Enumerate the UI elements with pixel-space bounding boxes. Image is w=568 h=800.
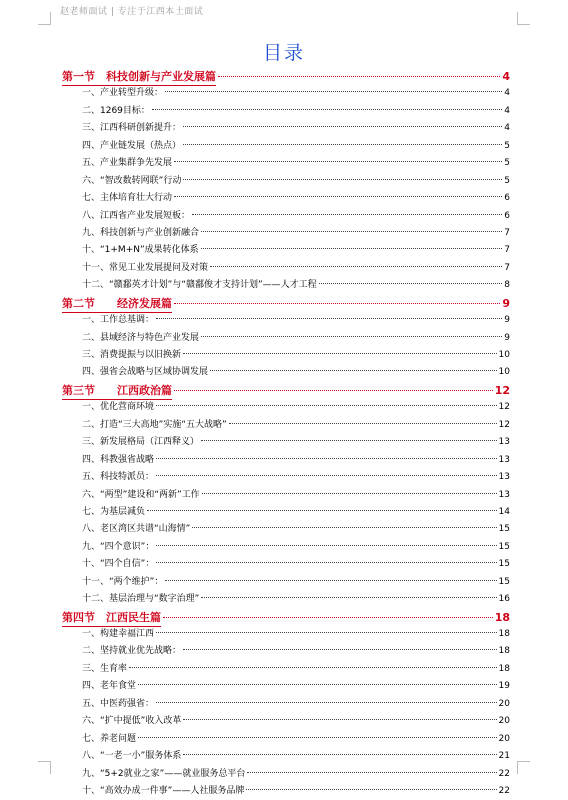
dot-leader	[156, 632, 497, 633]
toc-section-heading[interactable]	[62, 609, 510, 626]
toc-entry-label: 六、“扩中提低”收入改革	[82, 716, 182, 727]
crop-mark-bottom-left	[38, 761, 51, 774]
toc-entry-page-number: 6	[504, 193, 510, 204]
toc-entry-label: 一、构建幸福江西	[82, 629, 155, 639]
dot-leader	[201, 248, 503, 249]
dot-leader	[129, 667, 497, 668]
toc-entry-page-number: 18	[498, 629, 510, 639]
toc-entry[interactable]	[62, 173, 510, 190]
dot-leader	[156, 545, 496, 546]
dot-leader	[183, 719, 496, 720]
dot-leader	[174, 196, 502, 197]
toc-entry[interactable]	[62, 260, 510, 277]
dot-leader	[174, 303, 500, 304]
toc-entry[interactable]	[62, 731, 510, 748]
page-title: 目录	[262, 42, 305, 64]
toc-entry[interactable]	[62, 469, 510, 486]
toc-entry-page-number: 9	[504, 315, 510, 326]
toc-entry-label: 四、强省会战略与区域协调发展	[82, 367, 209, 378]
dot-leader	[183, 144, 502, 145]
toc-section-heading-page-number: 18	[494, 610, 510, 624]
dot-leader	[174, 161, 502, 162]
toc-entry-page-number: 13	[498, 489, 510, 500]
dot-leader	[163, 617, 493, 618]
toc-entry-page-number: 6	[504, 210, 510, 221]
toc-entry-page-number: 15	[498, 576, 510, 587]
toc-section-heading-label: 第二节 经济发展篇	[62, 295, 172, 313]
toc-entry-label: 七、为基层减负	[82, 506, 146, 517]
toc-entry[interactable]	[62, 434, 510, 451]
toc-entry[interactable]	[62, 574, 510, 591]
toc-section-heading-page-number: 9	[502, 296, 510, 310]
dot-leader	[201, 231, 502, 232]
toc-entry-page-number: 18	[498, 646, 510, 657]
toc-entry[interactable]	[62, 696, 510, 713]
toc-entry-page-number: 8	[504, 280, 510, 291]
toc-entry[interactable]	[62, 678, 510, 695]
toc-entry[interactable]	[62, 661, 510, 678]
dot-leader	[183, 179, 502, 180]
toc-entry-label: 八、江西省产业发展短板：	[82, 210, 191, 221]
toc-entry-label: 一、产业转型升级：	[82, 88, 164, 99]
toc-entry-label: 四、产业链发展（热点）	[82, 140, 182, 151]
dot-leader	[156, 458, 497, 459]
toc-entry-label: 十、“高效办成一件事”——人社服务品牌	[82, 785, 245, 796]
dot-leader	[218, 76, 500, 77]
toc-section-heading-label: 第四节 江西民生篇	[62, 609, 161, 627]
toc-section-heading[interactable]	[62, 295, 510, 312]
toc-entry-page-number: 15	[498, 559, 510, 570]
toc-entry[interactable]	[62, 521, 510, 538]
toc-entry[interactable]	[62, 330, 510, 347]
toc-entry-page-number: 4	[504, 88, 510, 99]
toc-section-heading-page-number: 4	[502, 70, 510, 83]
toc-entry-page-number: 15	[498, 541, 510, 552]
toc-entry-page-number: 7	[504, 262, 510, 273]
dot-leader	[152, 109, 502, 110]
toc-entry[interactable]	[62, 643, 510, 660]
dot-leader	[183, 649, 497, 650]
toc-entry-page-number: 13	[498, 472, 510, 483]
toc-entry-label: 十一、常见工业发展提问及对策	[82, 262, 209, 273]
toc-entry[interactable]	[62, 277, 510, 294]
toc-entry-label: 十、“1+M+N”成果转化体系	[82, 245, 199, 256]
toc-entry-page-number: 14	[498, 506, 510, 517]
dot-leader	[201, 597, 496, 598]
toc-entry[interactable]	[62, 539, 510, 556]
toc-entry[interactable]	[62, 487, 510, 504]
toc-entry-page-number: 9	[504, 332, 510, 343]
toc-entry-label: 十、“四个自信”：	[82, 559, 155, 570]
toc-entry-label: 三、江西科研创新提升：	[82, 123, 182, 134]
dot-leader	[210, 266, 502, 267]
dot-leader	[201, 336, 502, 337]
toc-entry[interactable]	[62, 417, 510, 434]
toc-section-heading-page-number: 12	[494, 383, 510, 397]
dot-leader	[138, 737, 497, 738]
dot-leader	[201, 440, 497, 441]
toc-entry[interactable]	[62, 155, 510, 172]
dot-leader	[246, 789, 496, 790]
page-header: 赵老师面试 | 专注于江西本土面试	[60, 7, 204, 17]
dot-leader	[229, 423, 497, 424]
dot-leader	[138, 684, 497, 685]
toc-entry-label: 三、消费提振与以旧换新	[82, 350, 182, 360]
toc-entry-label: 十二、“赣鄱英才计划”与“赣鄱俊才支持计划”——人才工程	[82, 280, 317, 291]
toc-entry-label: 四、老年食堂	[82, 681, 137, 692]
dot-leader	[183, 353, 497, 354]
toc-entry-page-number: 12	[498, 419, 510, 430]
dot-leader	[174, 390, 493, 391]
toc-entry[interactable]	[62, 452, 510, 469]
dot-leader	[192, 214, 502, 215]
toc-section-heading[interactable]	[62, 68, 510, 85]
toc-entry-page-number: 20	[498, 733, 510, 744]
table-of-contents	[62, 68, 510, 800]
toc-entry-page-number: 10	[498, 350, 510, 360]
toc-entry[interactable]	[62, 748, 510, 765]
toc-entry-page-number: 13	[498, 437, 510, 448]
toc-entry-page-number: 16	[498, 594, 510, 605]
toc-entry[interactable]	[62, 556, 510, 573]
toc-entry-page-number: 21	[498, 751, 510, 762]
toc-entry-page-number: 5	[504, 140, 510, 151]
dot-leader	[210, 370, 497, 371]
toc-entry-page-number: 19	[498, 681, 510, 692]
toc-entry-label: 十二、基层治理与“数字治理”	[82, 594, 200, 605]
toc-entry[interactable]	[62, 208, 510, 225]
toc-entry-label: 五、科技特派员：	[82, 472, 155, 483]
toc-entry-label: 六、“智改数转网联”行动	[82, 175, 182, 186]
toc-entry-label: 八、“一老一小”服务体系	[82, 751, 182, 762]
toc-entry-page-number: 12	[498, 402, 510, 413]
toc-entry-label: 一、工作总基调：	[82, 315, 155, 326]
dot-leader	[156, 475, 497, 476]
toc-entry-page-number: 10	[498, 367, 510, 378]
toc-entry[interactable]	[62, 120, 510, 137]
toc-entry-label: 六、“两型”建设和“两新”工作	[82, 489, 200, 500]
toc-entry-label: 二、打造“三大高地”实施“五大战略”	[82, 419, 227, 430]
toc-entry-label: 二、县域经济与特色产业发展	[82, 332, 200, 343]
dot-leader	[165, 91, 502, 92]
toc-entry-label: 二、坚持就业优先战略：	[82, 646, 182, 657]
toc-entry[interactable]	[62, 399, 510, 416]
toc-entry-label: 八、老区湾区共谱“山海情”	[82, 524, 191, 535]
toc-entry-page-number: 13	[498, 454, 510, 465]
toc-entry-page-number: 15	[498, 524, 510, 535]
dot-leader	[165, 580, 496, 581]
dot-leader	[156, 318, 502, 319]
toc-entry[interactable]	[62, 347, 510, 364]
toc-entry-label: 一、优化营商环境	[82, 402, 155, 413]
toc-entry-label: 五、中医药强省：	[82, 698, 155, 709]
toc-entry[interactable]	[62, 364, 510, 381]
toc-entry[interactable]	[62, 626, 510, 643]
toc-entry-page-number: 5	[504, 158, 510, 169]
toc-entry-label: 九、“四个意识”：	[82, 541, 155, 552]
toc-entry[interactable]	[62, 504, 510, 521]
toc-entry[interactable]	[62, 783, 510, 800]
toc-entry[interactable]	[62, 242, 510, 259]
crop-mark-bottom-right	[517, 761, 530, 774]
toc-entry-page-number: 7	[504, 245, 510, 256]
dot-leader	[202, 493, 497, 494]
toc-entry[interactable]	[62, 713, 510, 730]
toc-entry-label: 四、科教强省战略	[82, 454, 155, 465]
toc-entry-page-number: 20	[498, 698, 510, 709]
toc-entry[interactable]	[62, 85, 510, 102]
toc-entry-page-number: 20	[498, 716, 510, 727]
toc-entry-label: 七、养老问题	[82, 733, 137, 744]
toc-entry-page-number: 22	[498, 785, 510, 796]
toc-section-heading[interactable]	[62, 382, 510, 399]
toc-entry[interactable]	[62, 138, 510, 155]
toc-entry-page-number: 22	[498, 768, 510, 779]
toc-entry-label: 十一、“两个维护”：	[82, 576, 164, 587]
toc-entry-page-number: 4	[504, 123, 510, 134]
toc-entry-label: 七、主体培育壮大行动	[82, 193, 173, 204]
dot-leader	[183, 126, 502, 127]
toc-entry-label: 九、“5+2就业之家”——就业服务总平台	[82, 768, 246, 779]
crop-mark-top-left	[38, 12, 51, 25]
toc-entry-page-number: 7	[504, 227, 510, 238]
dot-leader	[156, 702, 497, 703]
toc-entry-label: 三、生育率	[82, 663, 128, 674]
toc-entry[interactable]	[62, 312, 510, 329]
toc-entry-label: 三、新发展格局（江西释义）	[82, 437, 200, 448]
dot-leader	[156, 405, 497, 406]
toc-entry[interactable]	[62, 766, 510, 783]
toc-entry-label: 二、1269目标：	[82, 105, 150, 116]
toc-section-heading-label: 第三节 江西政治篇	[62, 382, 172, 400]
dot-leader	[183, 754, 496, 755]
toc-section-heading-label: 第一节 科技创新与产业发展篇	[62, 68, 216, 86]
crop-mark-top-right	[517, 12, 530, 25]
dot-leader	[147, 510, 497, 511]
dot-leader	[247, 772, 496, 773]
toc-entry-label: 九、科技创新与产业创新融合	[82, 227, 200, 238]
toc-entry-page-number: 4	[504, 105, 510, 116]
toc-entry[interactable]	[62, 591, 510, 608]
dot-leader	[156, 562, 496, 563]
toc-entry-label: 五、产业集群争先发展	[82, 158, 173, 169]
dot-leader	[192, 527, 496, 528]
dot-leader	[319, 283, 503, 284]
toc-entry-page-number: 18	[498, 663, 510, 674]
toc-entry[interactable]	[62, 103, 510, 120]
toc-entry[interactable]	[62, 190, 510, 207]
toc-entry-page-number: 5	[504, 175, 510, 186]
toc-entry[interactable]	[62, 225, 510, 242]
